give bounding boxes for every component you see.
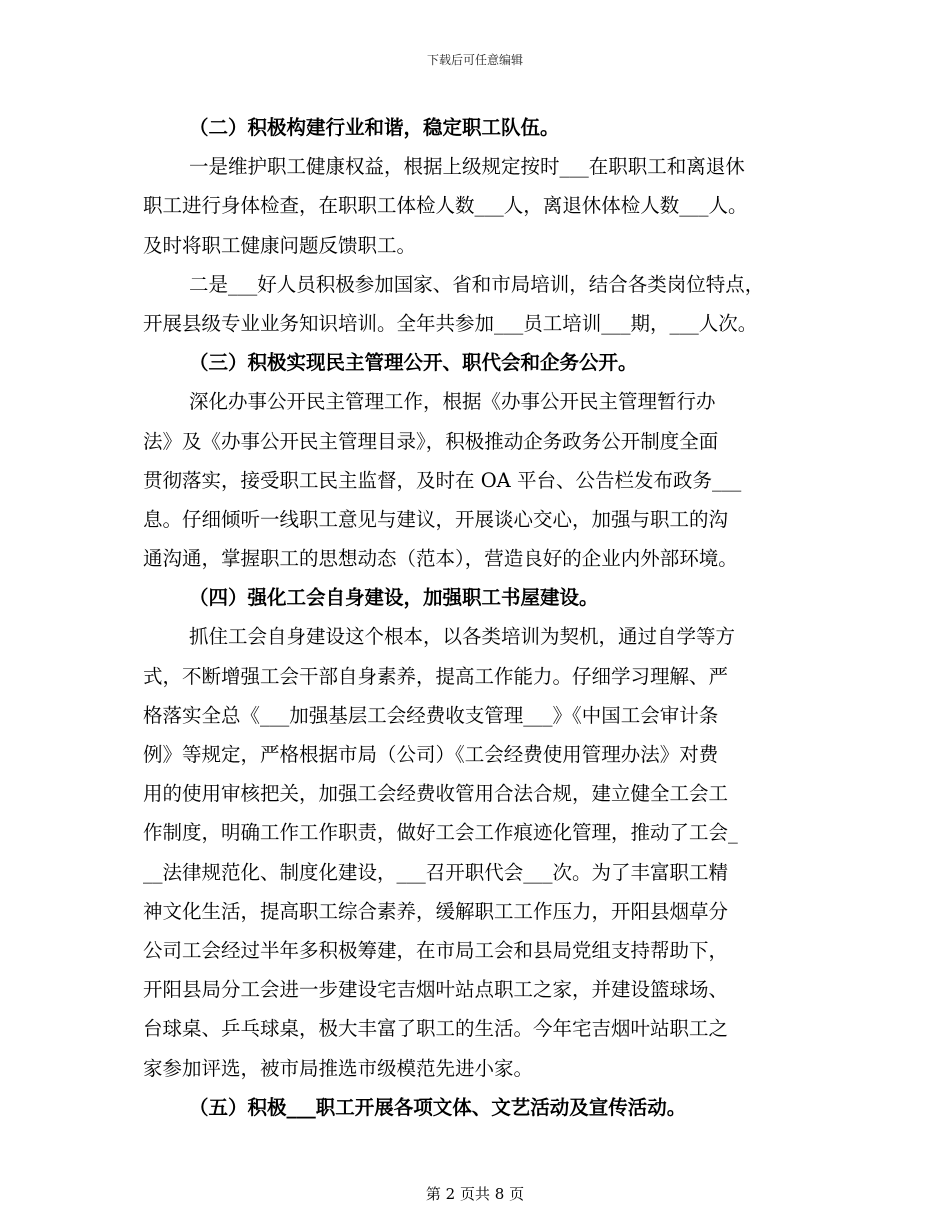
paragraph-line: 法》及《办事公开民主管理目录》，积极推动企务政务公开制度全面 bbox=[143, 429, 719, 453]
page-number: 第 2 页共 8 页 bbox=[425, 1185, 525, 1203]
paragraph-line: 开阳县局分工会进一步建设宅吉烟叶站点职工之家，并建设篮球场、 bbox=[143, 978, 729, 1002]
paragraph-line: 职工进行身体检查，在职职工体检人数___人，离退休体检人数___人。 bbox=[143, 194, 748, 218]
paragraph-line: 一是维护职工健康权益，根据上级规定按时___在职职工和离退休 bbox=[189, 155, 745, 179]
paragraph-line: 格落实全总《___加强基层工会经费收支管理___》《中国工会审计条 bbox=[143, 703, 719, 727]
paragraph-line: 二是___好人员积极参加国家、省和市局培训，结合各类岗位特点， bbox=[189, 272, 765, 296]
section-heading: （四）强化工会自身建设，加强职工书屋建设。 bbox=[189, 586, 599, 610]
paragraph-line: 公司工会经过半年多积极筹建，在市局工会和县局党组支持帮助下， bbox=[143, 938, 729, 962]
paragraph-line: 深化办事公开民主管理工作，根据《办事公开民主管理暂行办 bbox=[189, 390, 716, 414]
paragraph-line: 抓住工会自身建设这个根本，以各类培训为契机，通过自学等方 bbox=[189, 625, 736, 649]
paragraph-line: 开展县级专业业务知识培训。全年共参加___员工培训___期，___人次。 bbox=[143, 311, 758, 335]
paragraph-line: 息。仔细倾听一线职工意见与建议，开展谈心交心，加强与职工的沟 bbox=[143, 507, 729, 531]
paragraph-line: 通沟通，掌握职工的思想动态（范本），营造良好的企业内外部环境。 bbox=[143, 547, 738, 571]
paragraph-line: 例》等规定，严格根据市局（公司）《工会经费使用管理办法》对费 bbox=[143, 743, 719, 766]
paragraph-line: 及时将职工健康问题反馈职工。 bbox=[143, 233, 417, 257]
page-header: 下载后可任意编辑 bbox=[426, 53, 523, 67]
paragraph-line: 式，不断增强工会干部自身素养，提高工作能力。仔细学习理解、严 bbox=[143, 664, 729, 688]
paragraph-line: 作制度，明确工作工作职责，做好工会工作痕迹化管理，推动了工会_ bbox=[143, 821, 738, 845]
section-heading: （五）积极___职工开展各项文体、文艺活动及宣传活动。 bbox=[189, 1095, 687, 1119]
paragraph-line: 用的使用审核把关，加强工会经费收管用合法合规，建立健全工会工 bbox=[143, 782, 729, 806]
section-heading: （三）积极实现民主管理公开、职代会和企务公开。 bbox=[189, 351, 638, 375]
paragraph-line: 台球桌、乒乓球桌，极大丰富了职工的生活。今年宅吉烟叶站职工之 bbox=[143, 1017, 729, 1041]
paragraph-line: 家参加评选，被市局推选市级模范先进小家。 bbox=[143, 1056, 534, 1080]
paragraph-line: __法律规范化、制度化建设，___召开职代会___次。为了丰富职工精 bbox=[143, 860, 729, 884]
paragraph-line: 神文化生活，提高职工综合素养，缓解职工工作压力，开阳县烟草分 bbox=[143, 899, 729, 923]
section-heading: （二）积极构建行业和谐，稳定职工队伍。 bbox=[189, 116, 560, 139]
document-body bbox=[143, 108, 833, 1127]
paragraph-line: 贯彻落实，接受职工民主监督，及时在 OA 平台、公告栏发布政务___ bbox=[143, 468, 742, 492]
